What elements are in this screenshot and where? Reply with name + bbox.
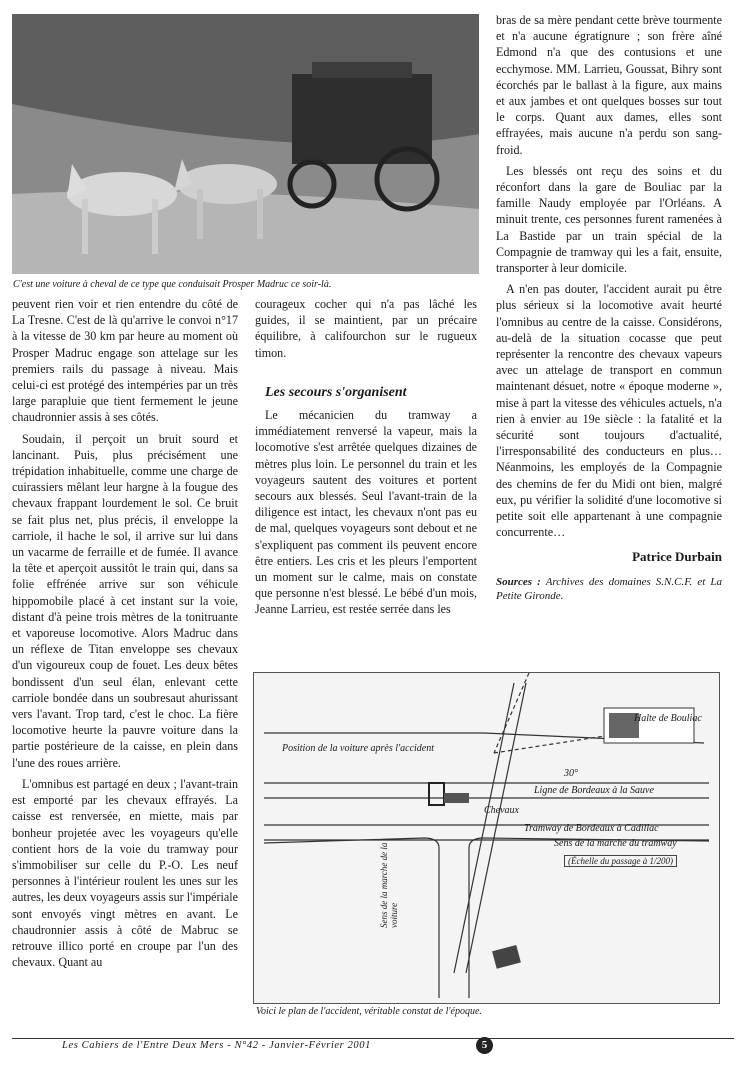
section-title: Les secours s'organisent xyxy=(265,384,407,400)
page-number: 5 xyxy=(476,1037,493,1054)
paragraph: peuvent rien voir et rien entendre du côté de La Tresne. C'est de là qu'arrive le convoi n°17 à la vitesse de 30 km par heure au moment où Prosper Madruc engage son attelage sur les premiers rails du passage à niveau. Mais celui-ci est protégé des intempéries par un très large parapluie que tient fermement le jeune chaudronnier assis à ses côtés. xyxy=(12,297,238,425)
plan-label-gare: Halte de Bouliac xyxy=(634,713,702,724)
paragraph: courageux cocher qui n'a pas lâché les guides, il se maintient, par un précaire équilibre, à califourchon sur le rugueux timon. xyxy=(255,297,477,360)
sources-text: Archives des domaines S.N.C.F. et La Petite Gironde. xyxy=(496,575,722,602)
right-column xyxy=(496,12,722,603)
plan-label-passage: (Échelle du passage à 1/200) xyxy=(564,855,677,867)
carriage-photo xyxy=(12,14,479,274)
paragraph: Les blessés ont reçu des soins et du réconfort dans la gare de Bouliac par la famille Naudy employée par l'Orléans. A minuit trente, ces personnes furent ramenées à La Bastide par un train spécial de la Compagnie de tramway qui les a fait, ensuite, transporter à leur domicile. xyxy=(496,163,722,276)
left-column xyxy=(12,296,238,975)
author-name: Patrice Durbain xyxy=(632,548,722,564)
plan-label-ligne: Ligne de Bordeaux à la Sauve xyxy=(534,785,654,796)
paragraph: Le mécanicien du tramway a immédiatement renversé la vapeur, mais la locomotive s'est arrêtée quelques dizaines de mètres plus loin. Le personnel du train et les voyageurs sautent des voitures et portent secours aux blessés. Seul l'avant-train de la diligence est intact, les chevaux n'ont pas eu de mal, quelques voyageurs sont debout et ne s'expliquent pas comment ils peuvent encore être entiers. Les cris et les pleurs l'emportent un moment sur le calme, mais on constate que personne n'est blessé. Le bébé d'un mois, Jeanne Larrieu, est restée serrée dans les xyxy=(255,408,477,617)
accident-plan xyxy=(253,672,720,1004)
plan-label-sens: Sens de la marche du tramway xyxy=(554,838,677,849)
plan-label-voiture: Position de la voiture après l'accident xyxy=(282,743,435,754)
plan-label-chevaux: Chevaux xyxy=(484,805,519,816)
plan-caption: Voici le plan de l'accident, véritable constat de l'époque. xyxy=(256,1006,482,1017)
paragraph: Soudain, il perçoit un bruit sourd et lancinant. Puis, plus précisément une trépidation inhabituelle, comme une charge de cuirassiers mêlant leur hargne à la fougue des chevaux frappant lourdement le sol. Ce bruit se fait plus net, plus précis, il enveloppe la carriole, il hache le sol, il arrive sur lui dans un vacarme de ferraille et de fumée. Il avance la tête et aperçoit aussitôt le train qui, dans sa folie effrénée arrive sur son véhicule hippomobile placé à cet instant sur la voie, distant d'à peine trois mètres de la tonitruante et vaporeuse locomotive. Alors Madruc dans un réflexe de Titan enveloppe ses chevaux d'un vigoureux coup de fouet. Les deux bêtes bondissent d'un seul élan, enlevant cette carriole bondée dans un soubresaut ahurissant vers l'avant. Trop tard, c'est le choc. La fière locomotive heurte la pauvre voiture dans la partie postérieure de la caisse, en plein dans l'une des roues arrière. xyxy=(12,431,238,770)
sources-label: Sources : xyxy=(496,575,541,588)
footer-rule xyxy=(12,1038,734,1039)
paragraph: A n'en pas douter, l'accident aurait pu être plus sérieux si la locomotive avait heurté l'omnibus au centre de la caisse. Considérons, au-delà de la situation cocasse que peut représenter la rencontre des chevaux vapeurs avec un attelage de transport en commun maintenant désuet, notre « époque moderne », mise à part la vitesse des véhicules actuels, n'a rien à envier au 19e siècle : la fatalité et la sécurité sont toujours d'actualité, l'irresponsabilité des conducteurs en plus… Néanmoins, les employés de la Compagnie des chemins de fer du Midi ont bien, malgré eux, pu vérifier la solidité d'une locomotive si petite soit elle appartenant à une compagnie concurrente… xyxy=(496,282,722,540)
plan-label-tramway: Tramway de Bordeaux à Cadillac xyxy=(524,823,659,834)
photo-caption: C'est une voiture à cheval de ce type que conduisait Prosper Madruc ce soir-là. xyxy=(13,279,332,290)
paragraph: L'omnibus est partagé en deux ; l'avant-train est emporté par les chevaux effrayés. La caisse est renversée, en miette, mais par bonheur projetée avec les voyageurs qu'elle contient hors de la voie du tramway pour s'immobiliser sur celle du P.-O. Les neuf personnes à l'intérieur roulent les unes sur les autres, les deux voyageurs assis sur l'impériale sont envoyés vingt mètres en avant. Le chaudronnier assis à côté de Mabruc se retrouve illico porté en croupe par l'un des chevaux. Quant au xyxy=(12,776,238,970)
plan-label-route: Sens de la marche de la voiture xyxy=(379,842,399,928)
middle-column xyxy=(255,296,477,623)
sources-note xyxy=(496,575,722,603)
plan-label-angle: 30° xyxy=(564,768,578,779)
footer-title: Les Cahiers de l'Entre Deux Mers - N°42 - Janvier-Février 2001 xyxy=(62,1040,371,1051)
paragraph: bras de sa mère pendant cette brève tourmente et n'a aucune égratignure ; son frère aîné Edmond n'a que des contusions et une ecchymose. MM. Larrieu, Goussat, Bihry sont écorchés par le ballast à la figure, aux mains et aux jambes et ont quelques bosses sur tout le corps. Quant aux dames, elles sont effrayées, mais aucune n'a perdu son sang-froid. xyxy=(496,13,722,157)
